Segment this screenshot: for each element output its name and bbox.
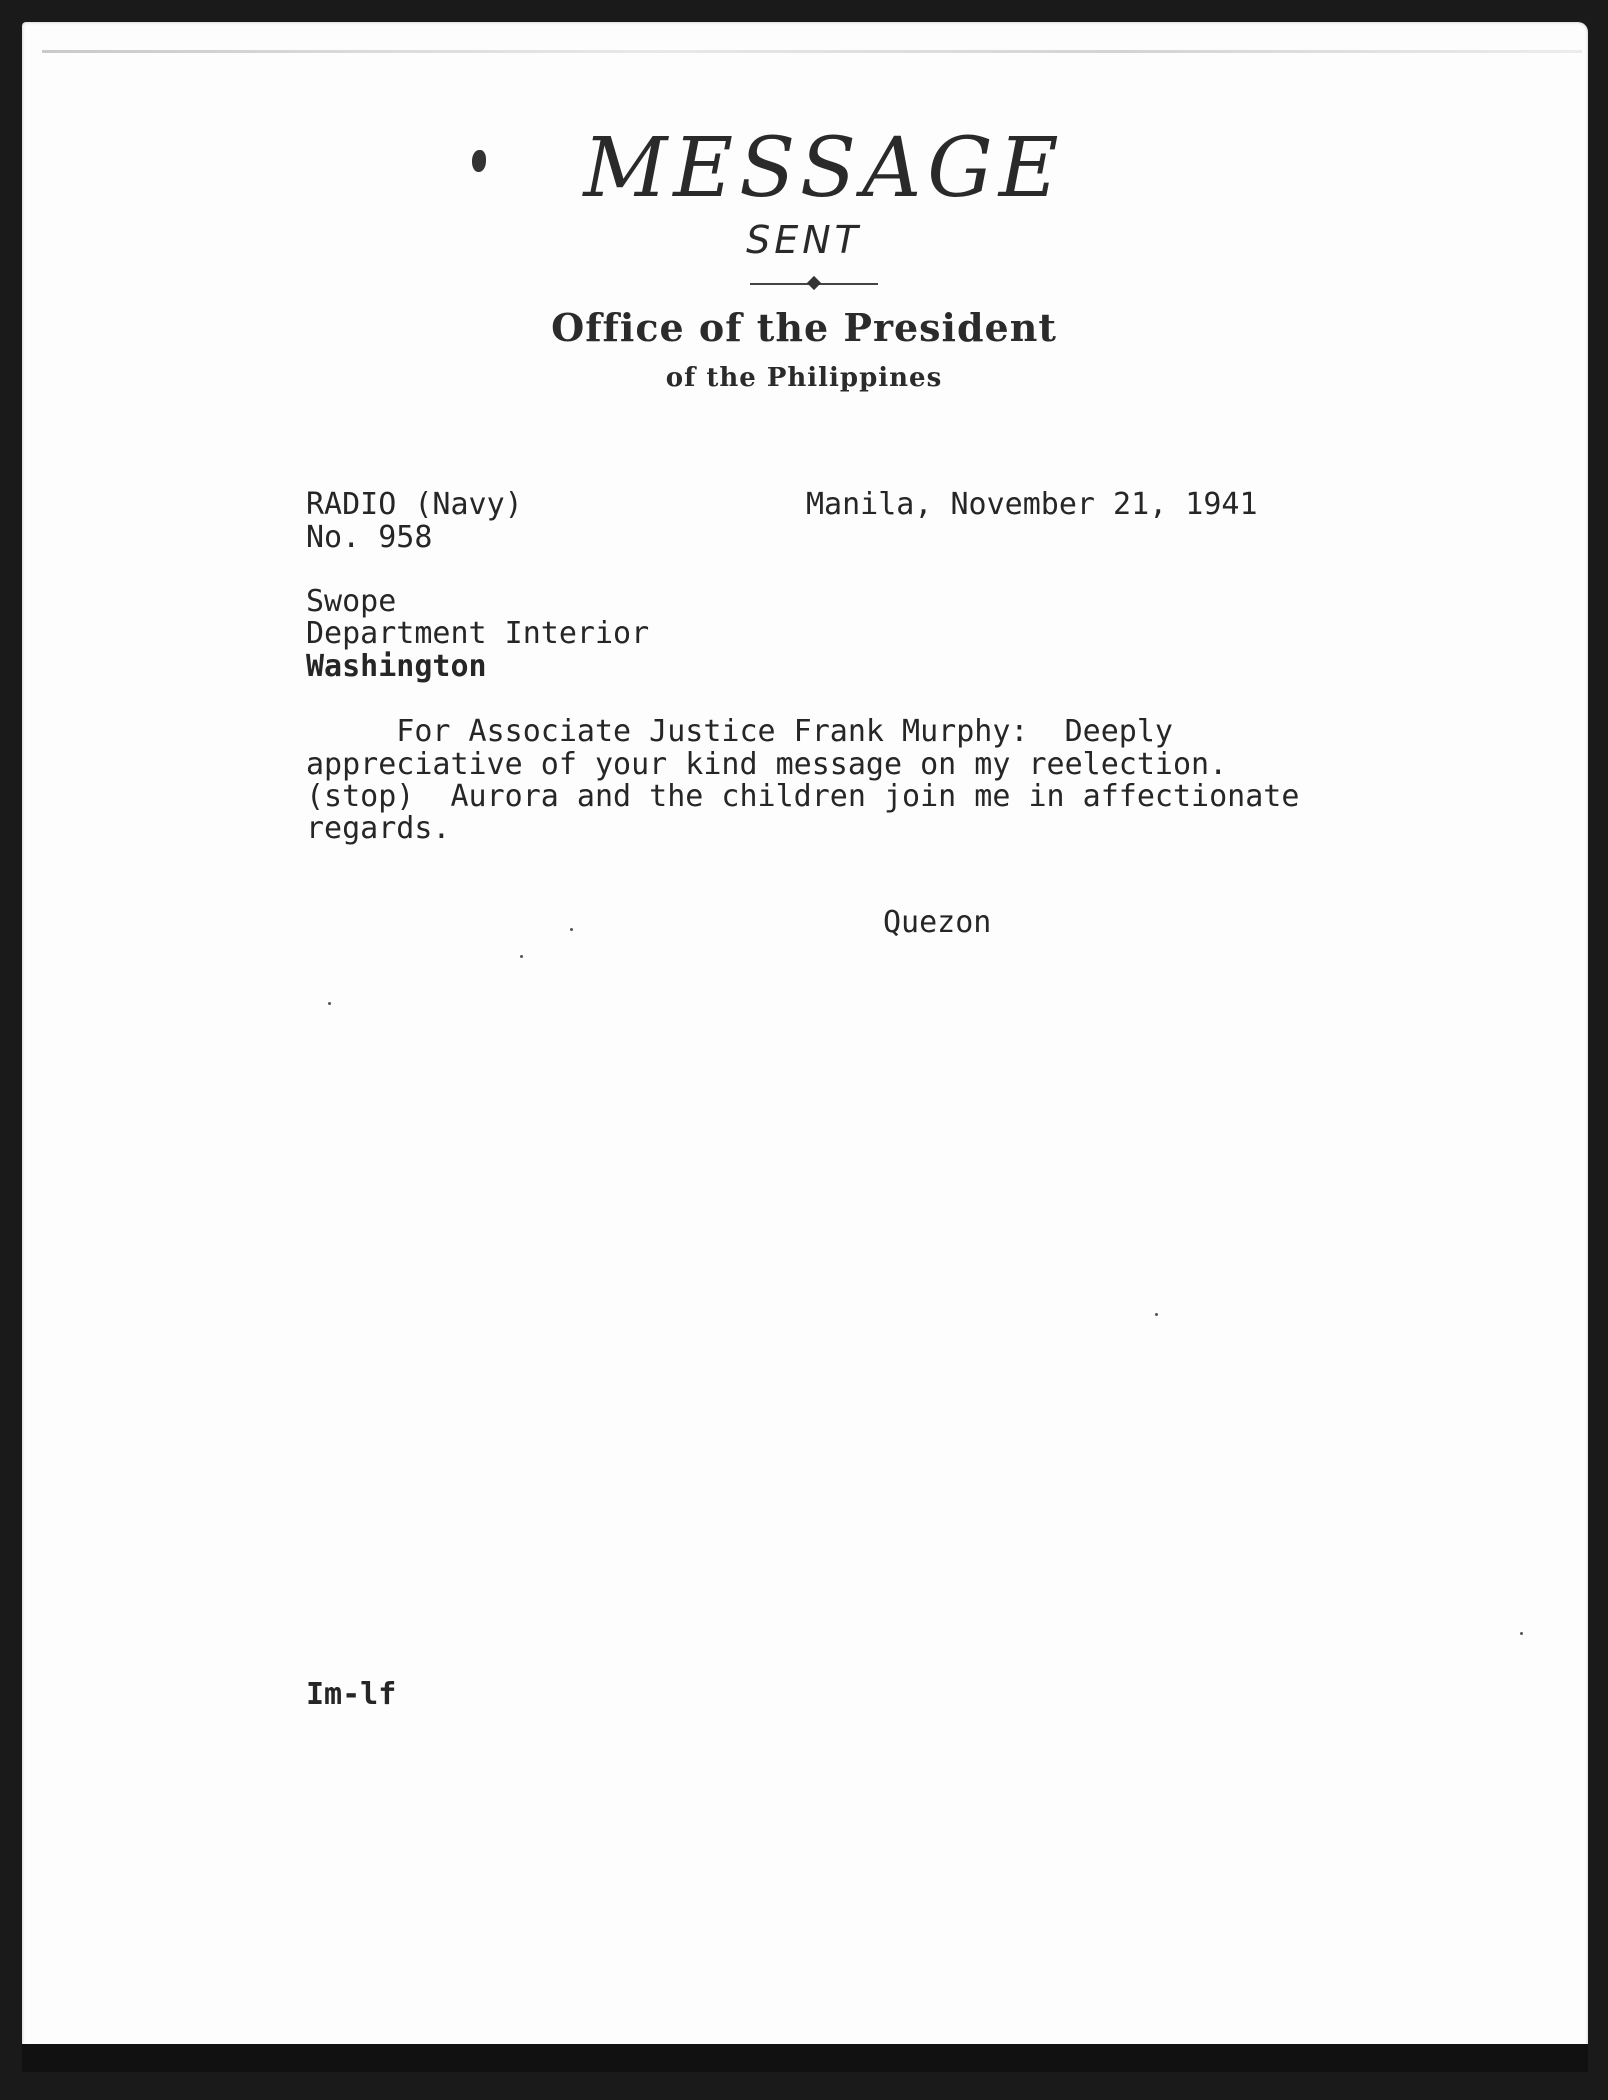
service-line: RADIO (Navy) (306, 487, 523, 522)
scan-speck (520, 955, 523, 958)
letterhead-country: of the Philippines (665, 363, 943, 393)
scan-speck (570, 928, 573, 931)
addressee-department: Department Interior (306, 616, 650, 651)
body-line-4: regards. (306, 811, 451, 846)
letterhead-office: Office of the President (551, 305, 1057, 350)
addressee-city: Washington (306, 649, 487, 684)
letterhead-title: MESSAGE (583, 121, 1065, 216)
body-line-3: (stop) Aurora and the children join me in affectionate (306, 779, 1300, 814)
addressee-name: Swope (306, 584, 397, 619)
signature: Quezon (883, 905, 992, 940)
scan-speck (1155, 1313, 1158, 1316)
message-number: No. 958 (306, 520, 433, 555)
body-line-1: For Associate Justice Frank Murphy: Deeply (306, 714, 1173, 749)
scan-bottom-border (22, 2044, 1588, 2072)
reference-initials: Im-lf (306, 1677, 397, 1712)
place-date: Manila, November 21, 1941 (806, 487, 1258, 522)
letterhead (0, 121, 1608, 216)
scan-speck (1520, 1632, 1523, 1635)
scan-edge-streak (42, 50, 1582, 53)
body-line-2: appreciative of your kind message on my reelection. (306, 747, 1228, 782)
scan-speck (328, 1002, 331, 1005)
letterhead-subtitle: SENT (746, 218, 862, 262)
